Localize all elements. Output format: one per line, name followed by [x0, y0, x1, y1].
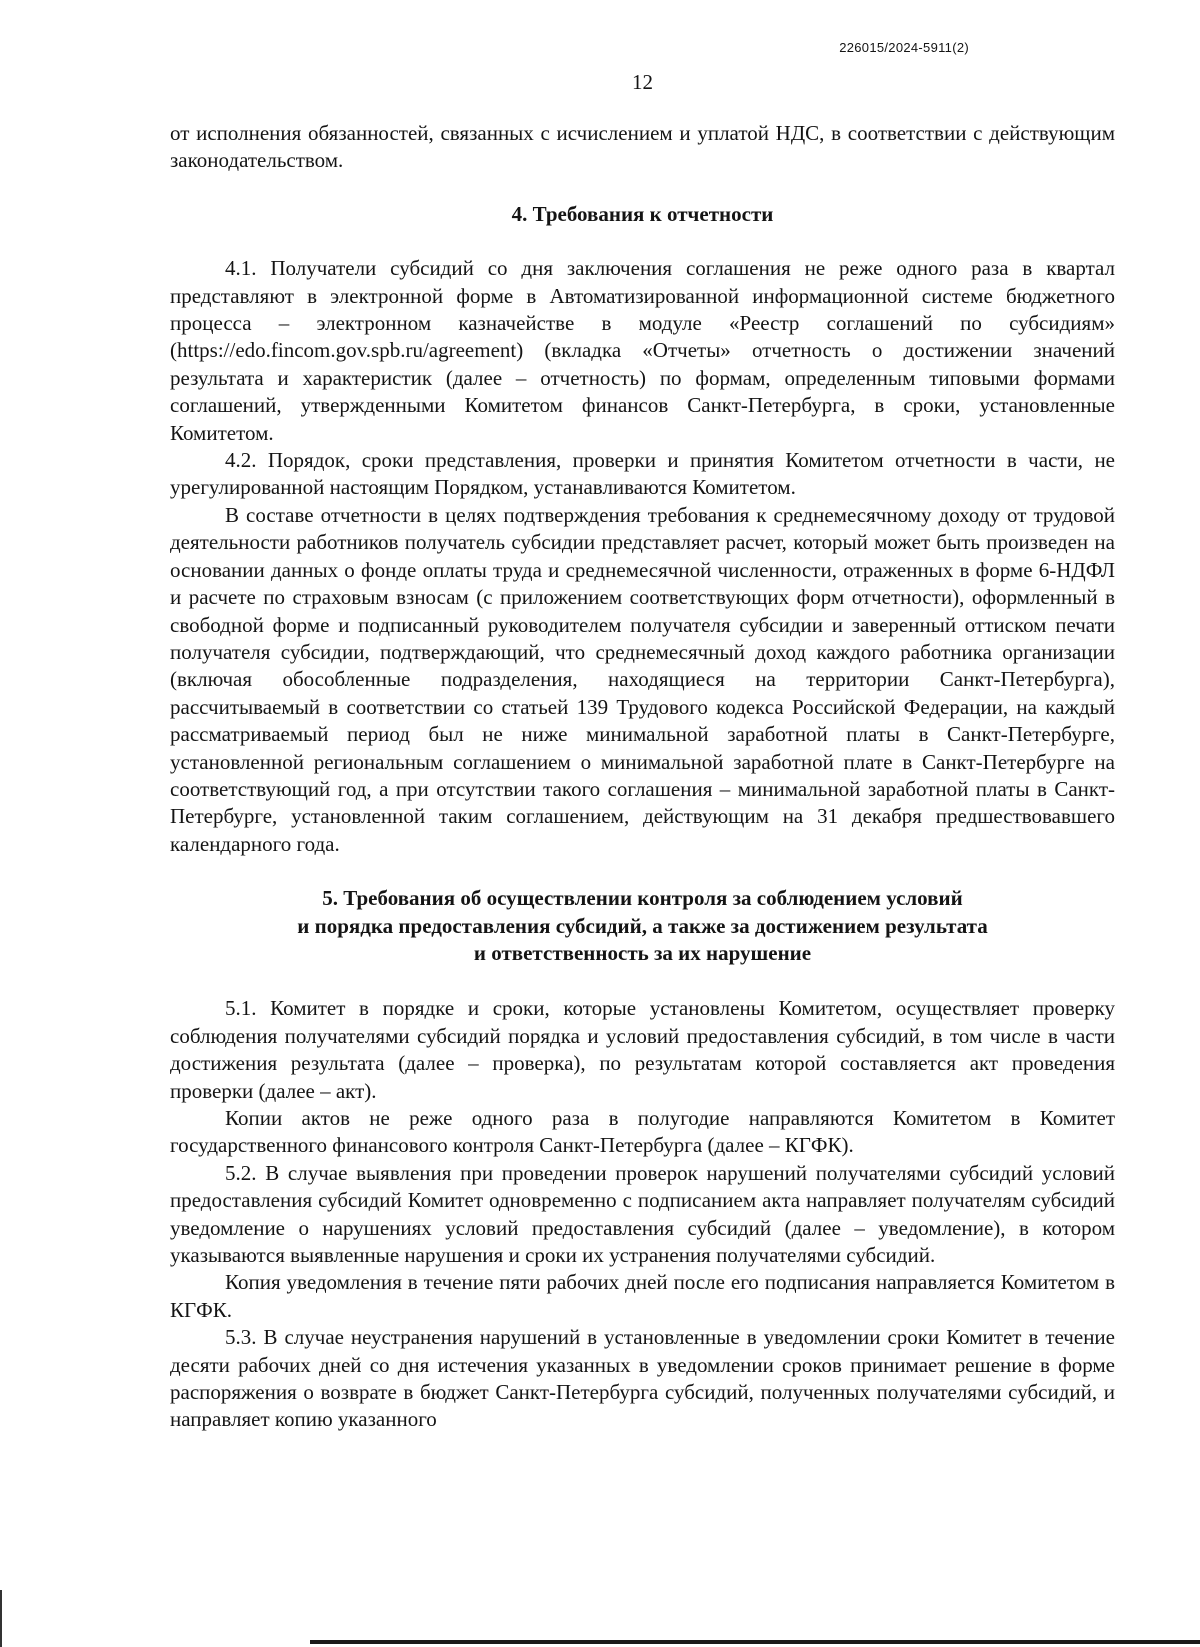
paragraph-4-2: 4.2. Порядок, сроки представления, проверки и принятия Комитетом отчетности в части, не урегулированной настоящим Порядком, устанавливаются Комитетом. — [170, 448, 1115, 500]
document-registration-number: 226015/2024-5911(2) — [839, 40, 969, 55]
section-5-heading-line-1: 5. Требования об осуществлении контроля за соблюдением условий — [322, 886, 963, 911]
section-5-heading-line-3: и ответственность за их нарушение — [473, 940, 812, 965]
section-5-heading-line-2: и порядка предоставления субсидий, а также за достижением результата — [297, 913, 988, 938]
section-5-heading — [170, 885, 1115, 967]
paragraph-4-1: 4.1. Получатели субсидий со дня заключения соглашения не реже одного раза в квартал представляют в электронной форме в Автоматизированной информационной системе бюджетного процесса – электронном казначействе в модуле «Реестр соглашений по субсидиям» (https://edo.fincom.gov.spb.ru/agreement) (вкладка «Отчеты» отчетность о достижении значений результата и характеристик (далее – отчетность) по формам, определенным типовыми формами соглашений, утвержденными Комитетом финансов Санкт-Петербурга, в сроки, установленные Комитетом. — [170, 256, 1115, 445]
scan-bottom-edge-line — [310, 1640, 1200, 1644]
paragraph-5-1-continued: Копии актов не реже одного раза в полугодие направляются Комитетом в Комитет государственного финансового контроля Санкт-Петербурга (далее – КГФК). — [170, 1106, 1115, 1158]
paragraph-5-2-continued: Копия уведомления в течение пяти рабочих дней после его подписания направляется Комитетом в КГФК. — [170, 1270, 1115, 1322]
paragraph-4-2-continued: В составе отчетности в целях подтверждения требования к среднемесячному доходу от трудовой деятельности работников получатель субсидии представляет расчет, который может быть произведен на основании данных о фонде оплаты труда и среднемесячной численности, отраженных в форме 6-НДФЛ и расчете по страховым взносам (с приложением соответствующих форм отчетности), оформленный в свободной форме и подписанный руководителем получателя субсидии и заверенный оттиском печати получателя субсидии, подтверждающий, что среднемесячный доход каждого работника организации (включая обособленные подразделения, находящиеся на территории Санкт-Петербурга), рассчитываемый в соответствии со статьей 139 Трудового кодекса Российской Федерации, на каждый рассматриваемый период был не ниже минимальной заработной платы в Санкт-Петербурге, установленной региональным соглашением о минимальной заработной плате в Санкт-Петербурге на соответствующий год, а при отсутствии такого соглашения – минимальной заработной платы в Санкт-Петербурге, установленной таким соглашением, действующим на 31 декабря предшествовавшего календарного года. — [170, 502, 1115, 856]
intro-paragraph: от исполнения обязанностей, связанных с исчислением и уплатой НДС, в соответствии с действующим законодательством. — [170, 121, 1115, 173]
scan-left-edge-line — [0, 1590, 2, 1647]
section-4-heading: 4. Требования к отчетности — [511, 201, 774, 226]
paragraph-5-2: 5.2. В случае выявления при проведении проверок нарушений получателями субсидий условий предоставления субсидий Комитет одновременно с подписанием акта направляет получателям субсидий уведомление о нарушениях условий предоставления субсидий (далее – уведомление), в котором указываются выявленные нарушения и сроки их устранения получателями субсидий. — [170, 1160, 1115, 1268]
page-number: 12 — [632, 70, 653, 94]
document-body — [170, 120, 1115, 1434]
paragraph-5-1: 5.1. Комитет в порядке и сроки, которые установлены Комитетом, осуществляет проверку соблюдения получателями субсидий порядка и условий предоставления субсидий, в том числе в части достижения результата (далее – проверка), по результатам которой составляется акт проведения проверки (далее – акт). — [170, 996, 1115, 1103]
paragraph-5-3: 5.3. В случае неустранения нарушений в установленные в уведомлении сроки Комитет в течение десяти рабочих дней со дня истечения указанных в уведомлении сроков принимает решение в форме распоряжения о возврате в бюджет Санкт-Петербурга субсидий, полученных получателями субсидий, и направляет копию указанного — [170, 1325, 1115, 1432]
